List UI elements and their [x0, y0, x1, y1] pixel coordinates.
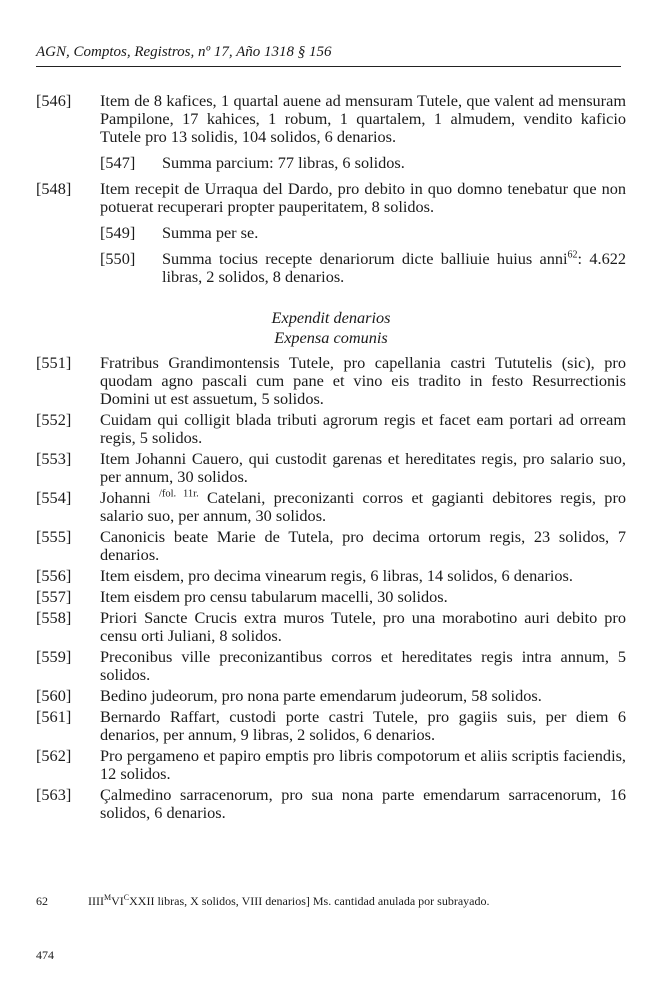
footnote — [36, 894, 626, 909]
footnote-reference: 62 — [567, 249, 578, 261]
entry-text: Bernardo Raffart, custodi porte castri Tutele, pro gagiis suis, per diem 6 denarios, per annum, 9 libras, 2 solidos, 6 denarios. — [100, 707, 626, 744]
entry-number: [561] — [36, 707, 72, 726]
entry-number: [554] — [36, 488, 72, 507]
entry-text: Bedino judeorum, pro nona parte emendarum judeorum, 58 solidos. — [100, 686, 542, 705]
entry — [36, 354, 626, 408]
entry — [36, 609, 626, 645]
entries-top — [36, 92, 626, 242]
running-head: AGN, Comptos, Registros, nº 17, Año 1318 § 156 — [36, 44, 332, 60]
entry-number: [563] — [36, 785, 72, 804]
entry-number: [558] — [36, 608, 72, 627]
entry — [36, 92, 626, 146]
main-text — [36, 92, 626, 825]
entry-number: [546] — [36, 91, 72, 110]
entry — [36, 747, 626, 783]
entry-number: [557] — [36, 587, 72, 606]
entry-number: [547] — [100, 153, 136, 172]
entry-text-part: : 4.622 libras, 2 solidos, 8 denarios. — [162, 249, 627, 286]
entry — [100, 154, 626, 172]
entry-text — [100, 489, 626, 525]
entry — [100, 224, 626, 242]
entry-text: Canonicis beate Marie de Tutela, pro decima ortorum regis, 23 solidos, 7 denarios. — [100, 527, 626, 564]
entry-number: [551] — [36, 353, 72, 372]
entry-554 — [36, 489, 626, 525]
entry-text: Item eisdem pro censu tabularum macelli, 30 solidos. — [100, 587, 448, 606]
footnote-roman: IIII — [88, 894, 104, 908]
section-headings — [36, 308, 626, 348]
entry — [36, 450, 626, 486]
entry-text: Fratribus Grandimontensis Tutele, pro capellania castri Tututelis (sic), pro quodam agno pascali cum pane et vino eis tradito in festo Resurrectionis Domini ut est assuetum, 5 solidos. — [100, 353, 626, 408]
entry-number: [552] — [36, 410, 72, 429]
entry — [36, 588, 626, 606]
section-subheading: Expensa comunis — [274, 328, 388, 347]
entry-text-part: Catelani, preconizanti corros et gagianti debitores regis, pro salario suo, per annum, 30 solidos. — [100, 488, 627, 525]
entry-number: [555] — [36, 527, 72, 546]
folio-marker: /fol. 11r. — [158, 488, 199, 500]
entry-text: Item Johanni Cauero, qui custodit garenas et hereditates regis, pro salario suo, per annum, 30 solidos. — [100, 449, 626, 486]
section-heading: Expendit denarios — [271, 308, 391, 327]
footnote-roman: VI — [111, 894, 124, 908]
footnote-sup: C — [123, 893, 130, 902]
entry-text: Pro pergameno et papiro emptis pro libris compotorum et aliis scriptis faciendis, 12 solidos. — [100, 746, 626, 783]
entry-number: [550] — [100, 249, 136, 268]
entry — [36, 411, 626, 447]
entry-number: [559] — [36, 647, 72, 666]
footnote-sup: M — [103, 893, 112, 902]
footnote-text — [88, 894, 489, 908]
entry — [36, 648, 626, 684]
entry — [36, 708, 626, 744]
entries-551-553 — [36, 354, 626, 486]
entry — [36, 567, 626, 585]
entry-550 — [100, 250, 626, 286]
entry-number: [549] — [100, 223, 136, 242]
entry-number: [562] — [36, 746, 72, 765]
entry-text-part: Summa tocius recepte denariorum dicte balliuie huius anni — [162, 249, 568, 268]
entries-555-563 — [36, 528, 626, 822]
entry — [36, 180, 626, 216]
entry-text: Priori Sancte Crucis extra muros Tutele, pro una morabotino auri debito pro censu orti Juliani, 8 solidos. — [100, 608, 626, 645]
entry-text: Summa parcium: 77 libras, 6 solidos. — [162, 153, 405, 172]
entry-number: [548] — [36, 179, 72, 198]
entry-text: Item de 8 kafices, 1 quartal auene ad mensuram Tutele, que valent ad mensuram Pampilone, 17 kahices, 1 robum, 1 quartalem, 1 almudem, vendito kaficio Tutele pro 13 solidis, 104 solidos, 6 denarios. — [100, 91, 626, 146]
entry-text: Item recepit de Urraqua del Dardo, pro debito in quo domno tenebatur que non potuerat recuperari propter pauperitatem, 8 solidos. — [100, 179, 626, 216]
footnote-number: 62 — [36, 894, 48, 908]
entry-text: Cuidam qui colligit blada tributi agrorum regis et facet eam portari ad orream regis, 5 solidos. — [100, 410, 626, 447]
header-rule — [36, 66, 621, 67]
entry-text: Summa per se. — [162, 223, 259, 242]
footnote-rest: XXII libras, X solidos, VIII denarios] Ms. cantidad anulada por subrayado. — [129, 894, 490, 908]
entry — [36, 687, 626, 705]
entry-number: [553] — [36, 449, 72, 468]
entry — [36, 786, 626, 822]
entry-text: Item eisdem, pro decima vinearum regis, 6 libras, 14 solidos, 6 denarios. — [100, 566, 573, 585]
entry — [36, 528, 626, 564]
entry-text: Çalmedino sarracenorum, pro sua nona parte emendarum sarracenorum, 16 solidos, 6 denarios. — [100, 785, 626, 822]
page-number: 474 — [36, 948, 54, 962]
entry-text: Preconibus ville preconizantibus corros et hereditates regis intra annum, 5 solidos. — [100, 647, 626, 684]
entry-number: [556] — [36, 566, 72, 585]
entry-number: [560] — [36, 686, 72, 705]
entry-text — [162, 250, 626, 286]
entry-text-part: Johanni — [100, 488, 159, 507]
